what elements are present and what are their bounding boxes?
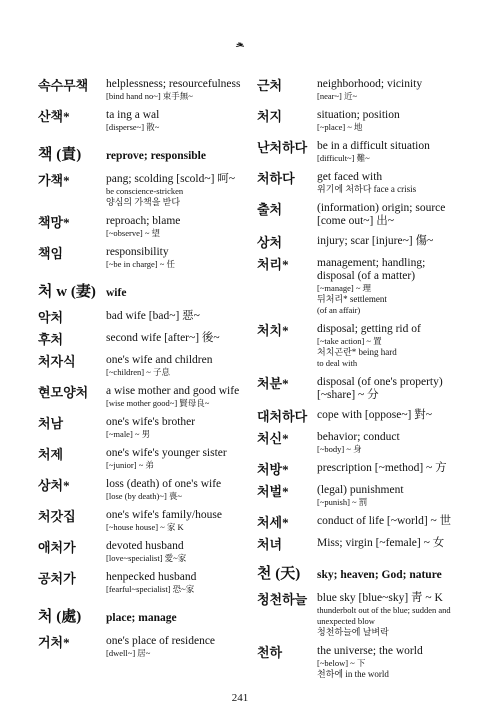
- entry-example-gloss: to deal with: [317, 358, 358, 368]
- entry-etymology: [~below] ~ 下: [317, 658, 366, 668]
- section-headword: 처 (處): [38, 609, 82, 625]
- entry-body: [317, 431, 465, 455]
- entry-etymology: [lose (by death)~] 喪~: [106, 491, 182, 501]
- dictionary-entry: [257, 376, 465, 402]
- entry-definition: second wife [after~] 後~: [106, 332, 220, 344]
- entry-etymology: [~manage] ~ 理: [317, 283, 372, 293]
- entry-definition: situation; position: [317, 109, 400, 121]
- entry-headword: 처제: [38, 447, 64, 462]
- entry-example: 청천하늘에 날벼락: [317, 627, 389, 637]
- section-heading: [38, 143, 244, 164]
- entry-definition: loss (death) of one's wife: [106, 478, 222, 490]
- entry-definition: disposal (of one's property) [~share] ~ 分: [317, 376, 443, 401]
- left-column: [38, 78, 244, 666]
- entry-definition: be in a difficult situation: [317, 140, 430, 152]
- dictionary-entry: [38, 540, 244, 564]
- entry-definition: blue sky [blue~sky] 靑 ~ K: [317, 592, 443, 604]
- entry-definition: (legal) punishment: [317, 484, 404, 496]
- entry-body: [106, 78, 244, 102]
- section-headword: 처 w (妻): [38, 284, 96, 300]
- entry-headword: 처세*: [257, 515, 289, 530]
- entry-example: 양심의 가책을 받다: [106, 197, 181, 207]
- entry-etymology: be conscience-stricken: [106, 186, 184, 196]
- entry-headword: 처하다: [257, 171, 295, 186]
- entry-headword: 책망*: [38, 215, 70, 230]
- entry-definition: prescription [~method] ~ 方: [317, 462, 447, 474]
- entry-headword: 상처: [257, 235, 283, 250]
- dictionary-entry: [257, 462, 465, 477]
- entry-etymology: [disperse~] 散~: [106, 122, 160, 132]
- entry-body: [317, 140, 465, 164]
- entry-headword: 난처하다: [257, 140, 308, 155]
- dictionary-entry: [38, 509, 244, 533]
- entry-etymology: [wise mother good~] 賢母良~: [106, 398, 210, 408]
- entry-headword: 처벌*: [257, 484, 289, 499]
- entry-definition: injury; scar [injure~] 傷~: [317, 235, 434, 247]
- entry-headword: 대처하다: [257, 409, 308, 424]
- entry-body: [106, 540, 244, 564]
- entry-body: [317, 257, 465, 316]
- entry-example: 위기에 처하다 face a crisis: [317, 184, 417, 194]
- entry-headword: 처분*: [257, 376, 289, 391]
- dictionary-entry: [257, 645, 465, 680]
- entry-definition: one's place of residence: [106, 635, 216, 647]
- entry-body: [317, 235, 465, 250]
- entry-headword: 천하: [257, 645, 283, 660]
- entry-definition: get faced with: [317, 171, 383, 183]
- dictionary-entry: [38, 571, 244, 595]
- entry-definition: devoted husband: [106, 540, 184, 552]
- entry-body: [317, 323, 465, 369]
- dictionary-entry: [257, 257, 465, 316]
- entry-body: [106, 310, 244, 325]
- entry-body: [106, 332, 244, 347]
- entry-headword: 처남: [38, 416, 64, 431]
- entry-definition: conduct of life [~world] ~ 世: [317, 515, 452, 527]
- entry-body: [317, 409, 465, 424]
- dictionary-entry: [257, 409, 465, 424]
- dictionary-entry: [38, 173, 244, 208]
- entry-headword: 거처*: [38, 635, 70, 650]
- entry-definition: cope with [oppose~] 對~: [317, 409, 432, 421]
- entry-etymology: [difficult~] 難~: [317, 153, 370, 163]
- entry-etymology: [~male] ~ 男: [106, 429, 151, 439]
- entry-body: [106, 215, 244, 239]
- entry-definition: the universe; the world: [317, 645, 423, 657]
- dictionary-entry: [257, 202, 465, 228]
- entry-body: [106, 447, 244, 471]
- entry-definition: helplessness; resourcefulness: [106, 78, 241, 90]
- entry-definition: pang; scolding [scold~] 呵~: [106, 173, 236, 185]
- entry-body: [317, 537, 465, 552]
- entry-etymology: thunderbolt out of the blue; sudden and unexpected blow: [317, 605, 451, 626]
- entry-headword: 현모양처: [38, 385, 89, 400]
- entry-etymology: [~junior] ~ 弟: [106, 460, 154, 470]
- entry-example-gloss: (of an affair): [317, 305, 361, 315]
- entry-etymology: [~punish] ~ 罰: [317, 497, 368, 507]
- dictionary-entry: [38, 109, 244, 133]
- entry-example: 천하에 in the world: [317, 669, 389, 679]
- entry-body: [317, 202, 465, 228]
- dictionary-entry: [38, 354, 244, 378]
- entry-etymology: [~children] ~ 子息: [106, 367, 170, 377]
- entry-etymology: [love~specialist] 愛~家: [106, 553, 187, 563]
- entry-definition: (information) origin; source [come out~] 出~: [317, 202, 446, 227]
- section-title: place; manage: [106, 612, 177, 624]
- entry-headword: 상처*: [38, 478, 70, 493]
- entry-body: [317, 78, 465, 102]
- dictionary-entry: [257, 235, 465, 250]
- section-heading: [38, 605, 244, 626]
- dictionary-entry: [38, 478, 244, 502]
- entry-definition: Miss; virgin [~female] ~ 女: [317, 537, 445, 549]
- entry-headword: 출처: [257, 202, 283, 217]
- entry-definition: responsibility: [106, 246, 169, 258]
- entry-headword: 처방*: [257, 462, 289, 477]
- dictionary-entry: [38, 310, 244, 325]
- entry-etymology: [~body] ~ 身: [317, 444, 362, 454]
- dictionary-entry: [38, 635, 244, 659]
- entry-headword: 처녀: [257, 537, 283, 552]
- entry-body: [106, 478, 244, 502]
- entry-etymology: [~observe] ~ 望: [106, 228, 161, 238]
- entry-headword: 처치*: [257, 323, 289, 338]
- entry-body: [317, 592, 465, 638]
- dictionary-entry: [257, 515, 465, 530]
- entry-headword: 책임: [38, 246, 64, 261]
- section-heading: [38, 280, 244, 301]
- entry-body: [106, 635, 244, 659]
- entry-headword: 근처: [257, 78, 283, 93]
- section-title: wife: [106, 287, 127, 299]
- entry-body: [106, 109, 244, 133]
- page-number: 241: [231, 692, 249, 704]
- entry-headword: 청천하늘: [257, 592, 308, 607]
- entry-body: [106, 571, 244, 595]
- entry-headword: 처지: [257, 109, 283, 124]
- dictionary-entry: [257, 171, 465, 195]
- entry-headword: 악처: [38, 310, 64, 325]
- entry-etymology: [near~] 近~: [317, 91, 358, 101]
- dictionary-entry: [257, 592, 465, 638]
- entry-etymology: [bind hand no~] 束手無~: [106, 91, 193, 101]
- dictionary-entry: [38, 246, 244, 270]
- entry-definition: bad wife [bad~] 惡~: [106, 310, 200, 322]
- entry-body: [317, 645, 465, 680]
- entry-definition: ta ing a wal: [106, 109, 160, 121]
- entry-body: [106, 385, 244, 409]
- dictionary-entry: [257, 78, 465, 102]
- entry-etymology: [~take action] ~ 置: [317, 336, 382, 346]
- entry-headword: 속수무책: [38, 78, 89, 93]
- entry-body: [317, 515, 465, 530]
- dictionary-entry: [257, 140, 465, 164]
- entry-definition: one's wife and children: [106, 354, 213, 366]
- dictionary-entry: [38, 215, 244, 239]
- entry-definition: one's wife's younger sister: [106, 447, 227, 459]
- page-header-mark: ᄎ: [234, 43, 246, 55]
- entry-body: [106, 354, 244, 378]
- entry-body: [106, 416, 244, 440]
- right-column: [257, 78, 465, 687]
- section-headword: 책 (責): [38, 147, 82, 163]
- entry-body: [106, 509, 244, 533]
- dictionary-entry: [257, 537, 465, 552]
- dictionary-entry: [38, 332, 244, 347]
- dictionary-entry: [38, 447, 244, 471]
- entry-headword: 처신*: [257, 431, 289, 446]
- dictionary-entry: [257, 109, 465, 133]
- entry-headword: 처갓집: [38, 509, 76, 524]
- entry-etymology: [~place] ~ 地: [317, 122, 363, 132]
- entry-headword: 산책*: [38, 109, 70, 124]
- entry-headword: 처리*: [257, 257, 289, 272]
- entry-definition: one's wife's family/house: [106, 509, 222, 521]
- section-headword: 천 (天): [257, 566, 301, 582]
- section-title: sky; heaven; God; nature: [317, 569, 442, 581]
- entry-etymology: [fearful~specialist] 恐~家: [106, 584, 195, 594]
- section-title: reprove; responsible: [106, 150, 206, 162]
- entry-body: [317, 171, 465, 195]
- dictionary-entry: [38, 385, 244, 409]
- entry-etymology: [dwell~] 居~: [106, 648, 151, 658]
- entry-definition: management; handling; disposal (of a matter): [317, 257, 426, 282]
- entry-definition: neighborhood; vicinity: [317, 78, 423, 90]
- dictionary-entry: [257, 431, 465, 455]
- dictionary-entry: [38, 78, 244, 102]
- dictionary-entry: [257, 323, 465, 369]
- entry-body: [317, 109, 465, 133]
- entry-definition: a wise mother and good wife: [106, 385, 240, 397]
- entry-body: [106, 246, 244, 270]
- entry-definition: henpecked husband: [106, 571, 197, 583]
- entry-example: 뒤처리* settlement: [317, 294, 387, 304]
- entry-headword: 처자식: [38, 354, 76, 369]
- entry-definition: reproach; blame: [106, 215, 181, 227]
- entry-definition: disposal; getting rid of: [317, 323, 421, 335]
- entry-body: [317, 484, 465, 508]
- entry-headword: 애처가: [38, 540, 76, 555]
- entry-body: [106, 173, 244, 208]
- entry-headword: 후처: [38, 332, 64, 347]
- entry-headword: 공처가: [38, 571, 76, 586]
- dictionary-entry: [257, 484, 465, 508]
- entry-body: [317, 462, 465, 477]
- entry-example: 처치곤란* being hard: [317, 347, 397, 357]
- entry-etymology: [~house house] ~ 家 K: [106, 522, 184, 532]
- section-heading: [257, 562, 465, 583]
- entry-etymology: [~be in charge] ~ 任: [106, 259, 175, 269]
- entry-body: [317, 376, 465, 402]
- entry-headword: 가책*: [38, 173, 70, 188]
- entry-definition: one's wife's brother: [106, 416, 196, 428]
- dictionary-entry: [38, 416, 244, 440]
- entry-definition: behavior; conduct: [317, 431, 400, 443]
